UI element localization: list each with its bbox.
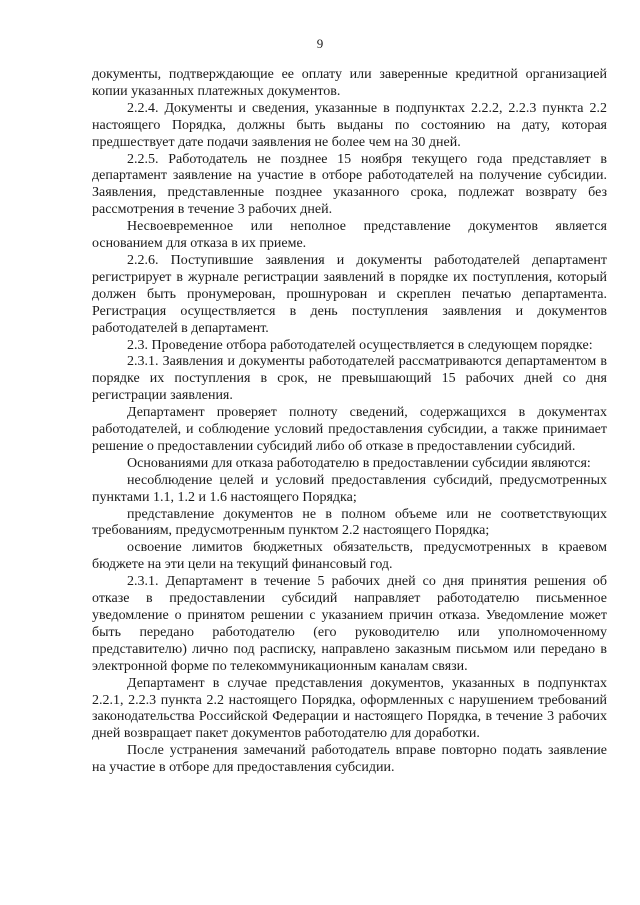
paragraph: Основаниями для отказа работодателю в предоставлении субсидии являются:	[127, 455, 591, 471]
list-item: несоблюдение целей и условий предоставления субсидий, предусмотренных пунктами 1.1, 1.2 и 1.6 настоящего Порядка;	[92, 472, 607, 505]
list-item: представление документов не в полном объеме или не соответствующих требованиям, предусмотренным пунктом 2.2 настоящего Порядка;	[92, 506, 607, 539]
paragraph: 2.2.5. Работодатель не позднее 15 ноября текущего года представляет в департамент заявление на участие в отборе работодателей на получение субсидии. Заявления, представленные позднее указанного срока, подлежат возврату без рассмотрения в течение 3 рабочих дней.	[92, 151, 607, 218]
paragraph: Департамент проверяет полноту сведений, содержащихся в документах работодателей, и соблюдение условий предоставления субсидии, а также принимает решение о предоставлении субсидий либо об отказе в предоставлении субсидий.	[92, 405, 607, 454]
page-number: 9	[316, 36, 324, 51]
paragraph: 2.2.4. Документы и сведения, указанные в подпунктах 2.2.2, 2.2.3 пункта 2.2 настоящего Порядка, должны быть выданы по состоянию на дату, которая предшествует дате подачи заявления не более чем на 30 дней.	[92, 100, 607, 150]
paragraph: 2.3. Проведение отбора работодателей осуществляется в следующем порядке:	[127, 337, 593, 353]
list-item: освоение лимитов бюджетных обязательств, предусмотренных в краевом бюджете на эти цели на текущий финансовый год.	[92, 540, 607, 573]
paragraph: 2.3.1. Департамент в течение 5 рабочих дней со дня принятия решения об отказе в предоставлении субсидий направляет работодателю письменное уведомление о принятом решении с указанием причин отказа. Уведомление может быть передано работодателю (его руководителю или уполномоченному представителю) лично под расписку, направлено заказным письмом или передано в электронной форме по телекоммуникационным каналам связи.	[92, 574, 607, 674]
paragraph: 2.3.1. Заявления и документы работодателей рассматриваются департаментом в порядке их поступления в срок, не превышающий 15 рабочих дней со дня регистрации заявления.	[92, 354, 607, 404]
paragraph: Несвоевременное или неполное представление документов является основанием для отказа в их приеме.	[92, 219, 607, 252]
paragraph: После устранения замечаний работодатель вправе повторно подать заявление на участие в отборе для предоставления субсидии.	[92, 743, 607, 776]
paragraph: документы, подтверждающие ее оплату или заверенные кредитной организацией копии указанных платежных документов.	[92, 67, 607, 99]
paragraph: Департамент в случае представления документов, указанных в подпунктах 2.2.1, 2.2.3 пункта 2.2 настоящего Порядка, оформленных с нарушением требований законодательства Российской Федерации и настоящего Порядка, в течение 3 рабочих дней возвращает пакет документов работодателю для доработки.	[92, 675, 607, 742]
paragraph: 2.2.6. Поступившие заявления и документы работодателей департамент регистрирует в журнале регистрации заявлений в порядке их поступления, который должен быть пронумерован, прошнурован и скреплен печатью департамента. Регистрация осуществляется в день поступления заявления и документов работодателей в департамент.	[92, 252, 607, 336]
document-body	[92, 67, 607, 777]
